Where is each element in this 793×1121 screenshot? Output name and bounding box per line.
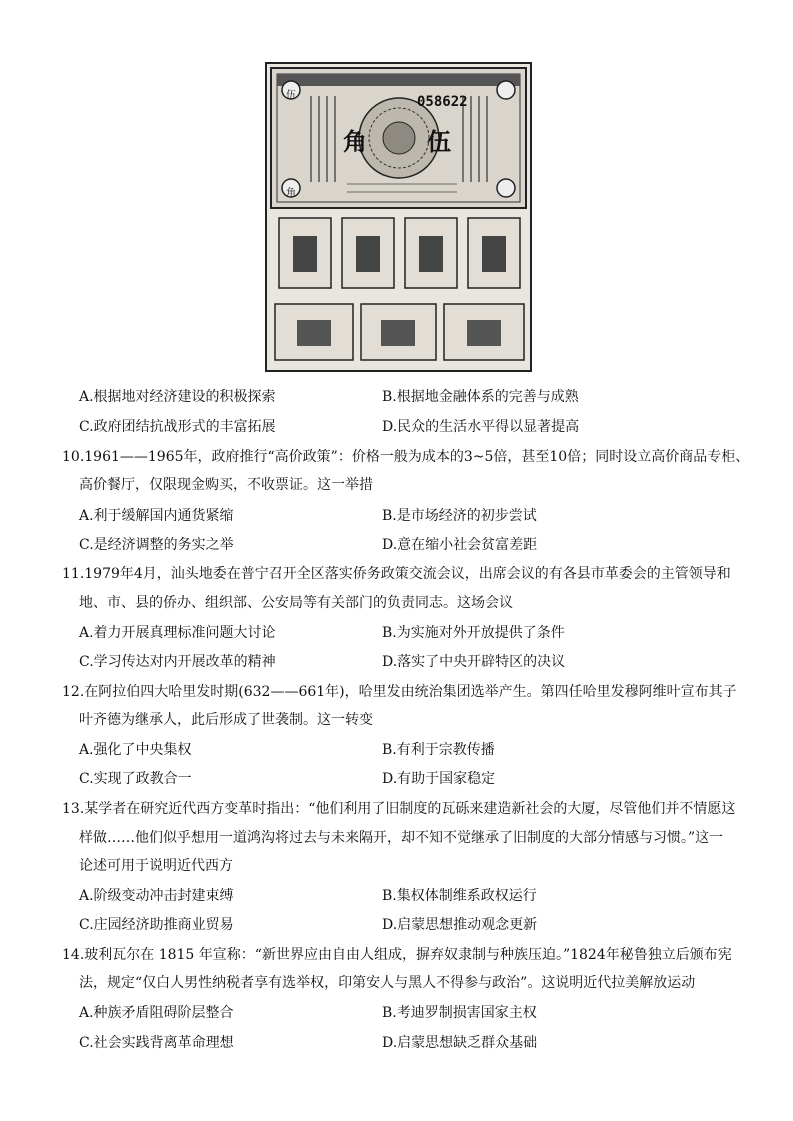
q12-option-a[interactable]: A.强化了中央集权 xyxy=(79,742,192,758)
q13-option-a[interactable]: A.阶级变动冲击封建束缚 xyxy=(79,888,234,904)
banknote-serial: 058622 xyxy=(417,94,468,110)
q14-option-a[interactable]: A.种族矛盾阻碍阶层整合 xyxy=(79,1005,234,1021)
q11-option-d[interactable]: D.落实了中央开辟特区的决议 xyxy=(382,654,566,670)
q9-option-a[interactable]: A.根据地对经济建设的积极探索 xyxy=(79,389,276,405)
q13-option-d[interactable]: D.启蒙思想推动观念更新 xyxy=(382,917,538,933)
q9-options-row2 xyxy=(79,416,759,438)
q11-option-a[interactable]: A.着力开展真理标准问题大讨论 xyxy=(79,625,276,641)
q14-stem-line2: 法，规定“仅白人男性纳税者享有选举权，印第安人与黑人不得参与政治”。这说明近代拉美解放运动 xyxy=(79,975,696,991)
banknote-denomination-right: 伍 xyxy=(427,127,451,156)
q10-stem-line1: 10.1961——1965年，政府推行“高价政策”：价格一般为成本的3~5倍，甚至10倍；同时设立高价商品专柜、 xyxy=(62,449,750,465)
q13-option-c[interactable]: C.庄园经济助推商业贸易 xyxy=(79,917,234,933)
q12-options-row1 xyxy=(79,739,759,761)
q14-option-c[interactable]: C.社会实践背离革命理想 xyxy=(79,1035,234,1051)
q13-stem-line1: 13.某学者在研究近代西方变革时指出：“他们利用了旧制度的瓦砾来建造新社会的大厦，尽管他们并不情愿这 xyxy=(62,801,736,817)
q14-option-b[interactable]: B.考迪罗制损害国家主权 xyxy=(382,1005,537,1021)
q9-option-c[interactable]: C.政府团结抗战形式的丰富拓展 xyxy=(79,419,276,435)
q14-options-row2 xyxy=(79,1032,759,1054)
q14-stem-line1: 14.玻利瓦尔在 1815 年宣称：“新世界应由自由人组成，摒弃奴隶制与种族压迫。”1824年秘鲁独立后颁布宪 xyxy=(62,947,732,963)
q14-options-row1 xyxy=(79,1002,759,1024)
banknote-corner-mark: 伍 xyxy=(286,90,296,101)
q13-stem-line3: 论述可用于说明近代西方 xyxy=(79,858,233,874)
q11-option-b[interactable]: B.为实施对外开放提供了条件 xyxy=(382,625,565,641)
q11-stem-line1: 11.1979年4月，汕头地委在普宁召开全区落实侨务政策交流会议，出席会议的有各县市革委会的主管领导和 xyxy=(62,566,731,582)
q10-option-c[interactable]: C.是经济调整的务实之举 xyxy=(79,537,234,553)
q10-options-row1 xyxy=(79,505,759,527)
q10-option-b[interactable]: B.是市场经济的初步尝试 xyxy=(382,508,537,524)
banknote-figure xyxy=(265,62,532,372)
q12-stem-line1: 12.在阿拉伯四大哈里发时期(632——661年)，哈里发由统治集团选举产生。第四任哈里发穆阿维叶宣布其子 xyxy=(62,684,737,700)
q10-option-a[interactable]: A.利于缓解国内通货紧缩 xyxy=(79,508,234,524)
q13-options-row2 xyxy=(79,914,759,936)
q12-option-c[interactable]: C.实现了政教合一 xyxy=(79,771,192,787)
q11-stem-line2: 地、市、县的侨办、组织部、公安局等有关部门的负责同志。这场会议 xyxy=(79,595,513,611)
q10-option-d[interactable]: D.意在缩小社会贫富差距 xyxy=(382,537,538,553)
banknote-denomination-left: 角 xyxy=(343,127,367,156)
q10-stem-line2: 高价餐厅，仅限现金购买，不收票证。这一举措 xyxy=(79,477,373,493)
q12-option-d[interactable]: D.有助于国家稳定 xyxy=(382,771,496,787)
q13-option-b[interactable]: B.集权体制维系政权运行 xyxy=(382,888,537,904)
banknote-illustration xyxy=(267,64,530,370)
q11-options-row1 xyxy=(79,622,759,644)
q10-options-row2 xyxy=(79,534,759,556)
q12-options-row2 xyxy=(79,768,759,790)
q13-stem-line2: 样做……他们似乎想用一道鸿沟将过去与未来隔开，却不知不觉继承了旧制度的大部分情感与习惯。”这一 xyxy=(79,830,724,846)
q11-options-row2 xyxy=(79,651,759,673)
banknote-corner-mark-bottom: 角 xyxy=(286,188,296,199)
q9-option-b[interactable]: B.根据地金融体系的完善与成熟 xyxy=(382,389,579,405)
q11-option-c[interactable]: C.学习传达对内开展改革的精神 xyxy=(79,654,276,670)
q13-options-row1 xyxy=(79,885,759,907)
q14-option-d[interactable]: D.启蒙思想缺乏群众基础 xyxy=(382,1035,538,1051)
q12-stem-line2: 叶齐德为继承人，此后形成了世袭制。这一转变 xyxy=(79,712,373,728)
q9-option-d[interactable]: D.民众的生活水平得以显著提高 xyxy=(382,419,580,435)
q9-options-row1 xyxy=(79,386,759,408)
q12-option-b[interactable]: B.有利于宗教传播 xyxy=(382,742,495,758)
